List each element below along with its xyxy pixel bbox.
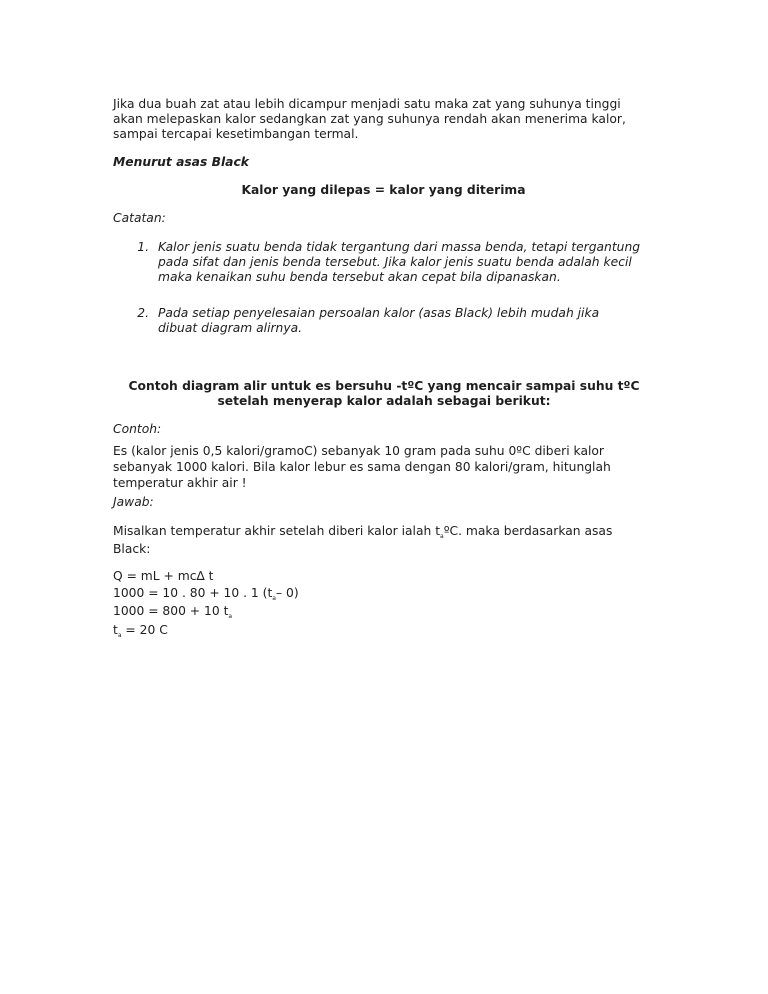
note-line: maka kenaikan suhu benda tersebut akan cepat bila dipanaskan. <box>158 270 561 284</box>
subscript-a: a <box>272 595 276 602</box>
equation-text: – 0) <box>275 586 299 600</box>
note-item <box>113 306 673 336</box>
note-number: 2. <box>137 306 149 320</box>
equation-line <box>113 623 168 638</box>
equation-text: t <box>113 623 118 637</box>
intro-line: Jika dua buah zat atau lebih dicampur menjadi satu maka zat yang suhunya tinggi <box>113 97 621 111</box>
diagram-heading-line: Contoh diagram alir untuk es bersuhu -tºC yang mencair sampai suhu tºC <box>128 379 640 393</box>
note-line: Pada setiap penyelesaian persoalan kalor (asas Black) lebih mudah jika <box>158 306 600 320</box>
heading-asas-black: Menurut asas Black <box>113 155 249 169</box>
note-number: 1. <box>137 240 149 254</box>
jawab-label: Jawab: <box>113 495 154 509</box>
problem-line: Es (kalor jenis 0,5 kalori/gramoC) sebanyak 10 gram pada suhu 0ºC diberi kalor <box>113 444 604 458</box>
note-line: Kalor jenis suatu benda tidak tergantung dari massa benda, tetapi tergantung <box>158 240 641 254</box>
note-item <box>113 240 673 285</box>
contoh-label: Contoh: <box>113 422 162 436</box>
answer-line: Black: <box>113 542 151 556</box>
equation-text: = 20 C <box>121 623 168 637</box>
equation-text: 1000 = 10 . 80 + 10 . 1 (t <box>113 586 273 600</box>
equation-line: Q = mL + mc∆ t <box>113 569 214 583</box>
subscript-a: a <box>228 613 233 620</box>
subscript-a: a <box>440 533 444 540</box>
answer-text: Misalkan temperatur akhir setelah diberi kalor ialah t <box>113 524 441 538</box>
principle-statement: Kalor yang dilepas = kalor yang diterima <box>241 183 526 197</box>
equation-text: 1000 = 800 + 10 t <box>113 604 229 618</box>
equation-line <box>113 586 299 601</box>
catatan-label: Catatan: <box>113 211 166 225</box>
answer-line <box>113 524 612 539</box>
problem-paragraph <box>113 443 611 491</box>
answer-text: ºC. maka berdasarkan asas <box>443 524 613 538</box>
subscript-a: a <box>117 632 122 639</box>
diagram-heading-line: setelah menyerap kalor adalah sebagai berikut: <box>217 394 551 408</box>
intro-paragraph <box>113 97 626 142</box>
note-line: dibuat diagram alirnya. <box>158 321 303 335</box>
diagram-heading <box>100 379 668 409</box>
problem-line: temperatur akhir air ! <box>113 476 247 490</box>
intro-line: akan melepaskan kalor sedangkan zat yang suhunya rendah akan menerima kalor, <box>113 112 626 126</box>
problem-line: sebanyak 1000 kalori. Bila kalor lebur es sama dengan 80 kalori/gram, hitunglah <box>113 460 611 474</box>
intro-line: sampai tercapai kesetimbangan termal. <box>113 127 359 141</box>
note-line: pada sifat dan jenis benda tersebut. Jika kalor jenis suatu benda adalah kecil <box>158 255 632 269</box>
equation-line <box>113 604 232 619</box>
